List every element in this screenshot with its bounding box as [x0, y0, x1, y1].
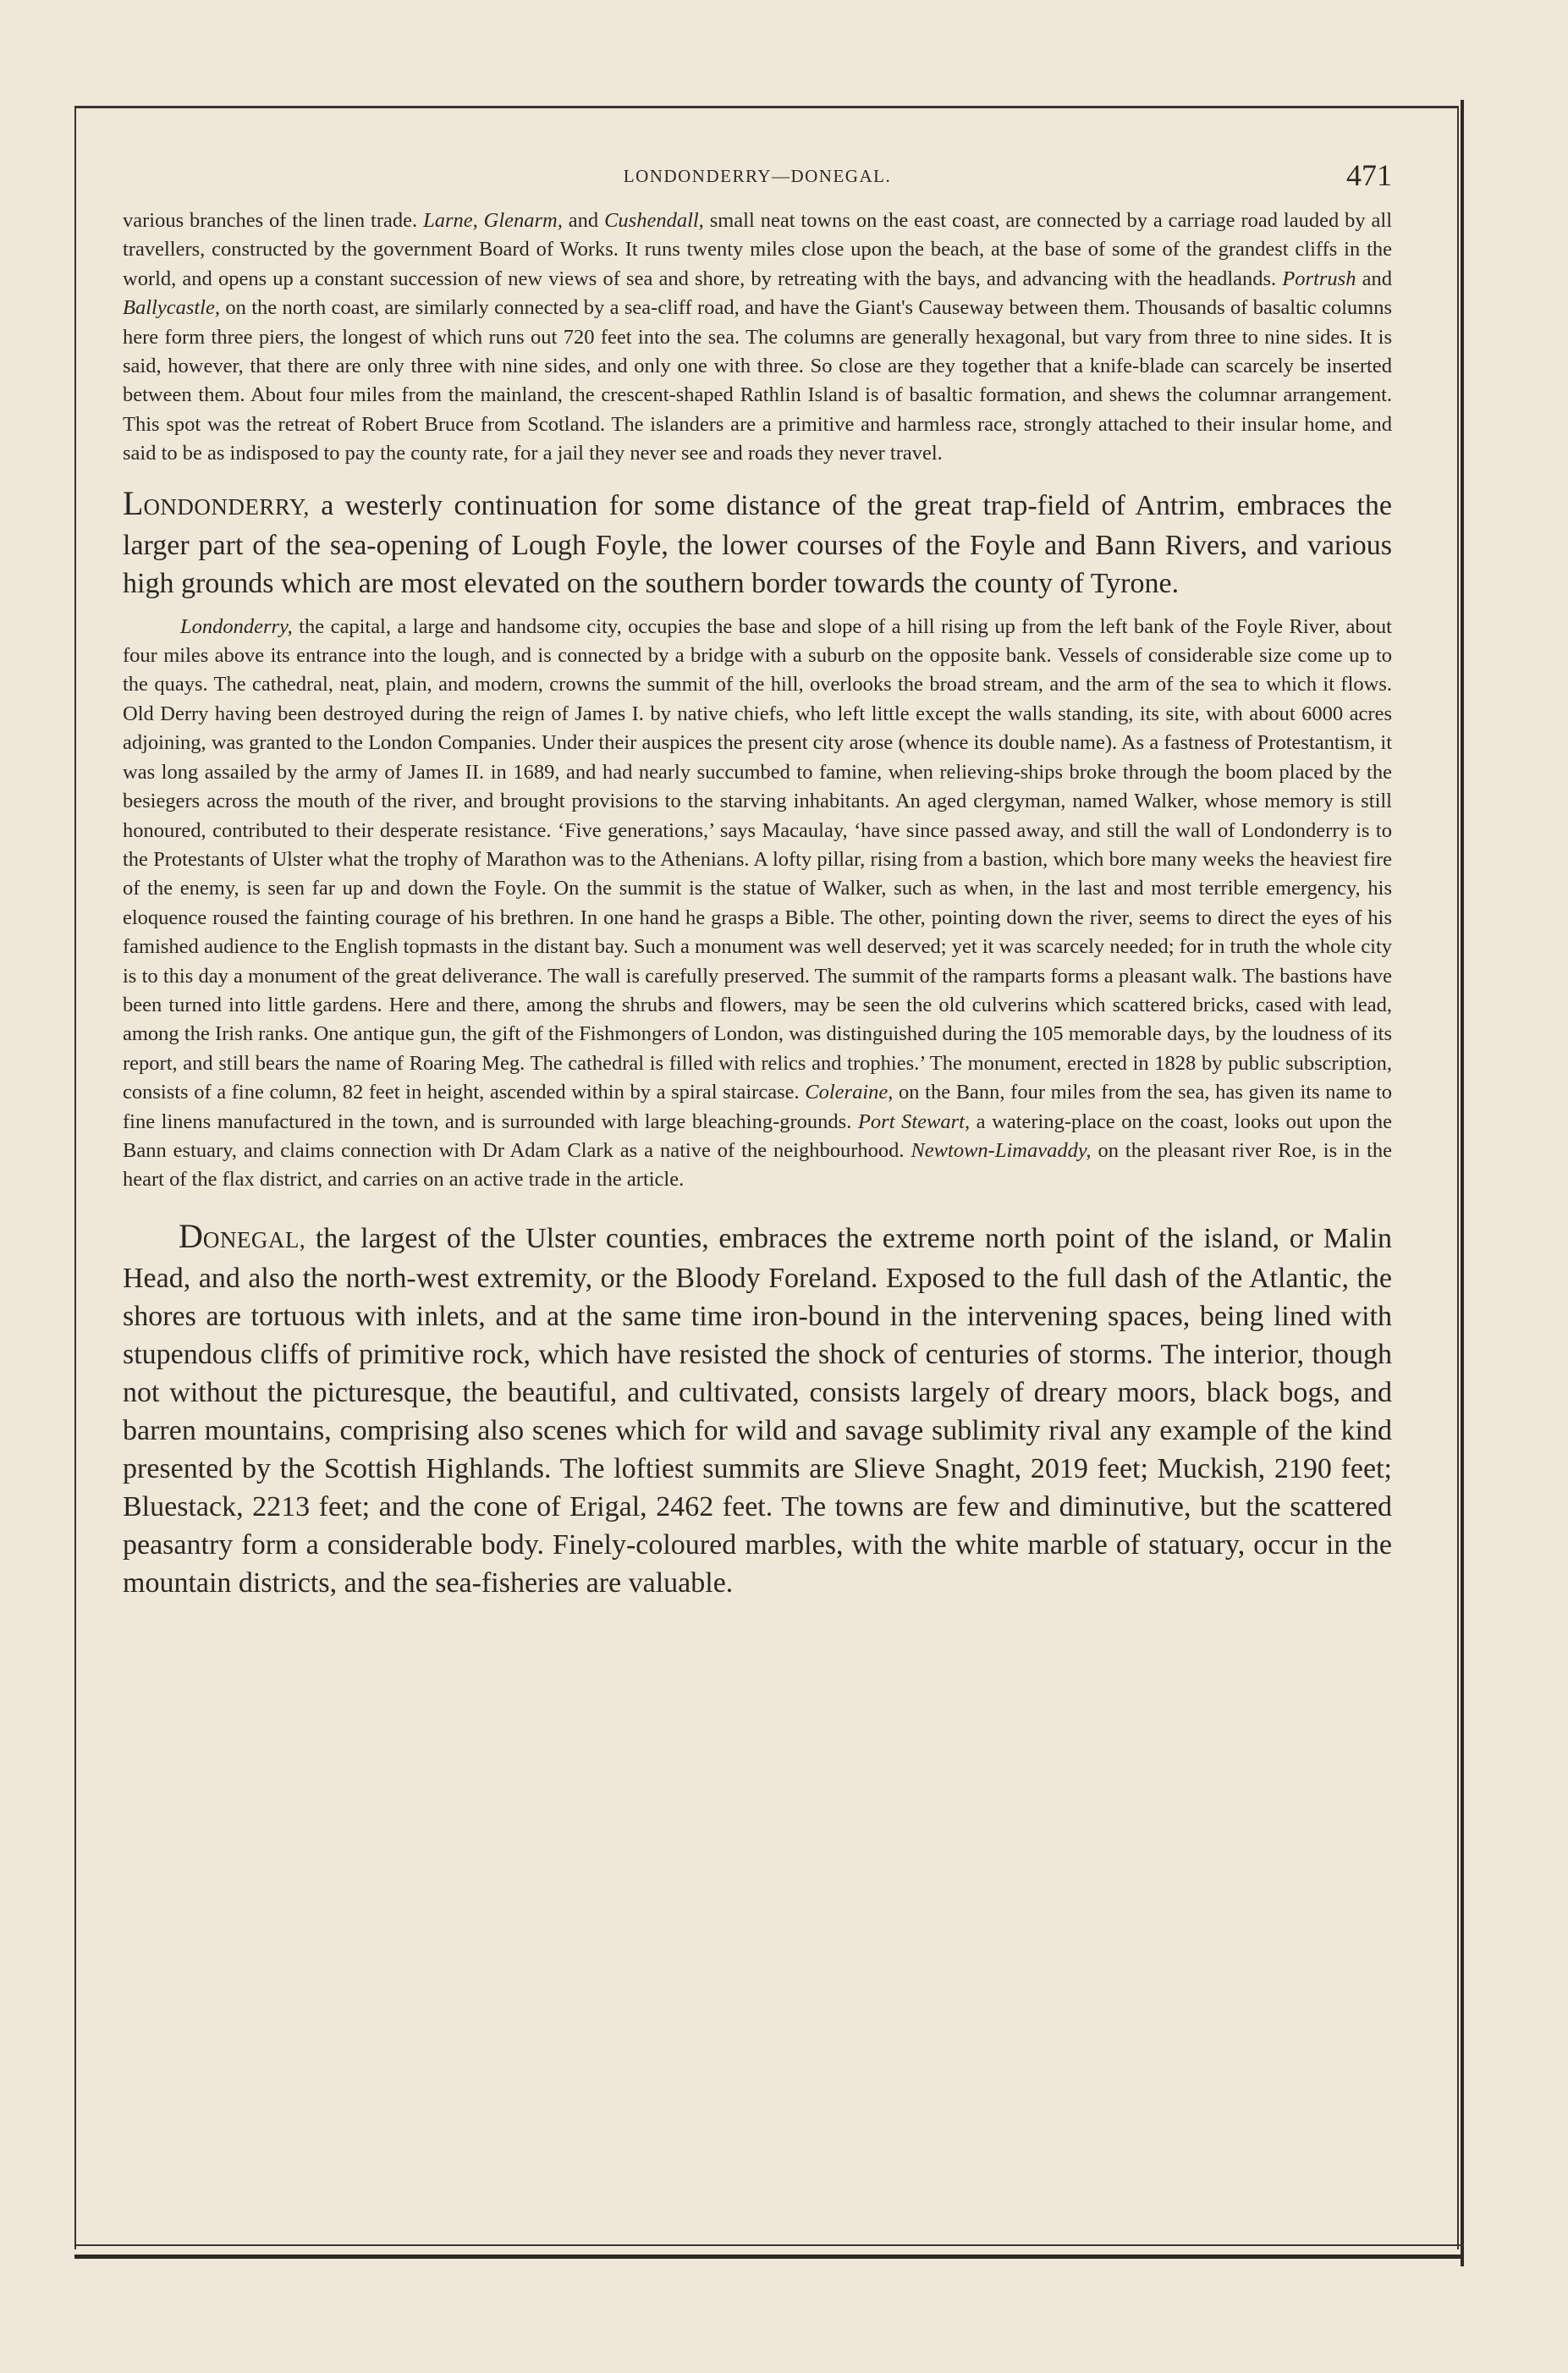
right-border-rule — [1461, 100, 1464, 2266]
place-ballycastle: Ballycastle, — [123, 296, 220, 320]
bottom-rule-thick — [74, 2255, 1464, 2259]
bottom-rule-thin — [74, 2244, 1464, 2246]
page-number: 471 — [1346, 158, 1392, 192]
page-header — [123, 158, 1392, 203]
paragraph-antrim-coast: various branches of the linen trade. Larne, Glenarm, and Cushendall, small neat towns on the east coast, are connected by a carriage road lauded by all travellers, constructed by the government Board of Works. It runs twenty miles close upon the beach, at the base of some of the grandest cliffs in the world, and opens up a constant succession of new views of sea and shore, by retreating with the bays, and advancing with the headlands. Portrush and Ballycastle, on the north coast, are similarly connected by a sea-cliff road, and have the Giant's Causeway between them. Thousands of basaltic columns here form three piers, the longest of which runs out 720 feet into the sea. The columns are generally hexagonal, but vary from three to nine sides. It is said, however, that there are only three with nine sides, and only one with three. So close are they together that a knife-blade can scarcely be inserted between them. About four miles from the mainland, the crescent-shaped Rathlin Island is of basaltic formation, and shews the columnar arrangement. This spot was the retreat of Robert Bruce from Scotland. The islanders are a primitive and harmless race, strongly attached to their insular home, and said to be as indisposed to pay the county rate, for a jail they never see and roads they never travel. — [123, 209, 1393, 465]
place-port-stewart: Port Stewart, — [857, 1109, 971, 1133]
paragraph-donegal: DONEGAL, the largest of the Ulster counties, embraces the extreme north point of the island, or Malin Head, and also the north-west extremity, or the Bloody Foreland. Exposed to the full dash of the Atlantic, the shores are tortuous with inlets, and at the same time iron-bound in the intervening spaces, being lined with stupendous cliffs of primitive rock, which have resisted the shock of centuries of storms. The interior, though not without the picturesque, the beautiful, and cultivated, consists largely of dreary moors, black bogs, and barren mountains, comprising also scenes which for wild and savage sublimity rival any example of the kind presented by the Scottish Highlands. The loftiest summits are Slieve Snaght, 2019 feet; Muckish, 2190 feet; Bluestack, 2213 feet; and the cone of Erigal, 2462 feet. The towns are few and diminutive, but the scattered peasantry form a considerable body. Finely-coloured marbles, with the white marble of statuary, occur in the mountain districts, and the sea-fisheries are valuable. — [123, 1216, 1392, 1599]
place-londonderry: Londonderry, — [180, 614, 293, 638]
place-newtown-limavaddy: Newtown-Limavaddy, — [911, 1138, 1092, 1162]
place-coleraine: Coleraine, — [805, 1081, 894, 1104]
place-portrush: Portrush — [1282, 267, 1356, 290]
paragraph-londonderry-county: LONDONDERRY, a westerly continuation for some distance of the great trap-field of Antrim, embraces the larger part of the sea-opening of Lough Foyle, the lower courses of the Foyle and Bann Rivers, and various high grounds which are most elevated on the southern border towards the county of Tyrone. — [123, 483, 1392, 599]
heading-donegal: ONEGAL, — [202, 1226, 306, 1253]
place-cushendall: Cushendall, — [604, 209, 704, 232]
paragraph-londonderry-city: Londonderry, the capital, a large and handsome city, occupies the base and slope of a hill rising up from the left bank of the Foyle River, about four miles above its entrance into the lough, and is connected by a bridge with a suburb on the opposite bank. Vessels of considerable size come up to the quays. The cathedral, neat, plain, and modern, crowns the summit of the hill, overlooks the broad stream, and the arm of the sea to which it flows. Old Derry having been destroyed during the reign of James I. by native chiefs, who left little except the walls standing, its site, with about 6000 acres adjoining, was granted to the London Companies. Under their auspices the present city arose (whence its double name). As a fastness of Protestantism, it was long assailed by the army of James II. in 1689, and had nearly succumbed to famine, when relieving-ships broke through the boom placed by the besiegers across the mouth of the river, and brought provisions to the starving inhabitants. An aged clergyman, named Walker, whose memory is still honoured, contributed to their desperate resistance. ‘Five generations,’ says Macaulay, ‘have since passed away, and still the wall of Londonderry is to the Protestants of Ulster what the trophy of Marathon was to the Athenians. A lofty pillar, rising from a bastion, which bore many weeks the heaviest fire of the enemy, is seen far up and down the Foyle. On the summit is the statue of Walker, such as when, in the last and most terrible emergency, his eloquence roused the fainting courage of his brethren. In one hand he grasps a Bible. The other, pointing down the river, seems to direct the eyes of his famished audience to the English topmasts in the distant bay. Such a monument was well deserved; yet it was scarcely needed; for in truth the whole city is to this day a monument of the great deliverance. The wall is carefully preserved. The summit of the ramparts forms a pleasant walk. The bastions have been turned into little gardens. Here and there, among the shrubs and flowers, may be seen the old culverins which scattered bricks, cased with lead, among the Irish ranks. One antique gun, the gift of the Fishmongers of London, was distinguished during the 105 memorable days, by the loudness of its report, and still bears the name of Roaring Meg. The cathedral is filled with relics and trophies.’ The monument, erected in 1828 by public subscription, consists of a fine column, 82 feet in height, ascended within by a spiral staircase. Coleraine, on the Bann, four miles from the sea, has given its name to fine linens manufactured in the town, and is surrounded with large bleaching-grounds. Port Stewart, a watering-place on the coast, looks out upon the Bann estuary, and claims connection with Dr Adam Clark as a native of the neighbourhood. Newtown-Limavaddy, on the pleasant river Roe, is in the heart of the flax district, and carries on an active trade in the article. — [123, 614, 1393, 1192]
heading-initial: D — [179, 1216, 203, 1255]
running-head: LONDONDERRY—DONEGAL. — [623, 166, 892, 186]
place-larne-glenarm: Larne, Glenarm, — [423, 209, 563, 232]
page-content — [123, 158, 1393, 1602]
heading-initial: L — [123, 483, 144, 522]
heading-londonderry: ONDONDERRY, — [143, 493, 310, 520]
